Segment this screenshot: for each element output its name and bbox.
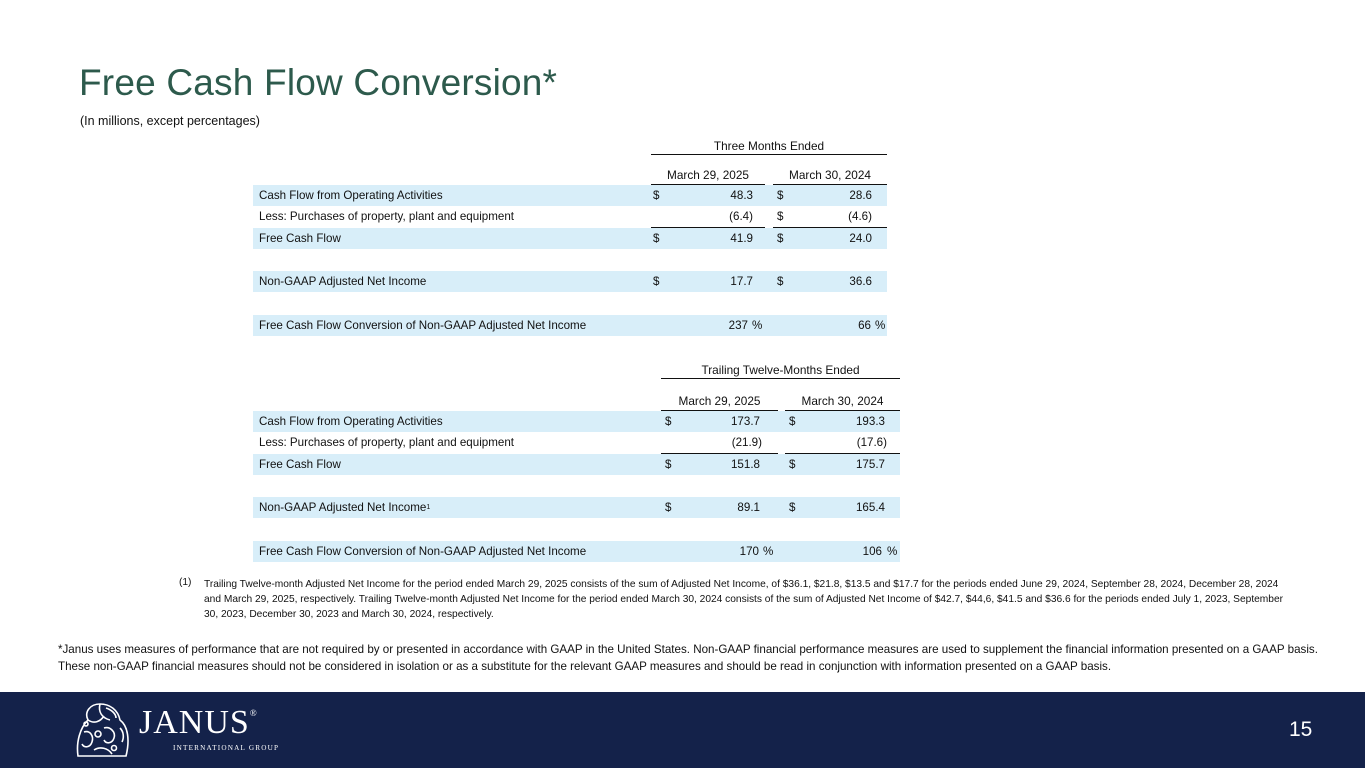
row-value-2: 165.4 (855, 501, 885, 514)
row-value-2: 28.6 (849, 189, 872, 202)
footnote-text: Trailing Twelve-month Adjusted Net Income for the period ended March 29, 2025 consists of the sum of Adjusted Net Income, of $36.1, $21.8, $13.5 and $17.7 for the periods ended June 29, 2024, September 28, 2024, December 28, 2024 and March 29, 2025, respectively. Trailing Twelve-month Adjusted Net Income for the period ended March 30, 2024 consists of the sum of Adjusted Net Income of $42.7, $44,6, $41.5 and $36.6 for the periods ended July 1, 2023, September 30, 2023, December 30, 2023 and March 30, 2024, respectively. (204, 579, 1284, 620)
row-label: Cash Flow from Operating Activities (259, 415, 443, 428)
row-value-2: 24.0 (849, 232, 872, 245)
table2-col1-header: March 29, 2025 (678, 394, 761, 408)
row-value-1: 237 (728, 319, 748, 332)
logo-subtitle: INTERNATIONAL GROUP (173, 744, 280, 752)
row-currency-2: $ (789, 415, 796, 428)
row-value-2: (4.6) (848, 210, 872, 223)
table-row (253, 497, 900, 518)
table2-col2-header: March 30, 2024 (801, 394, 884, 408)
row-currency-2: $ (777, 275, 784, 288)
row-currency-1: $ (653, 232, 660, 245)
table1-col2-header: March 30, 2024 (789, 168, 871, 182)
row-percent-2: % (875, 319, 886, 332)
row-value-2: 66 (858, 319, 871, 332)
row-label: Less: Purchases of property, plant and equipment (259, 210, 514, 223)
logo-wordmark (139, 704, 258, 742)
row-value-2: 36.6 (849, 275, 872, 288)
row-currency-2: $ (789, 501, 796, 514)
row-currency-2: $ (777, 189, 784, 202)
row-label: Free Cash Flow Conversion of Non-GAAP Adjusted Net Income (259, 545, 587, 558)
row-value-1: 151.8 (730, 458, 760, 471)
page-number: 15 (1289, 718, 1313, 741)
table1-group-rule (651, 154, 887, 155)
row-label: Cash Flow from Operating Activities (259, 189, 443, 202)
row-currency-2: $ (777, 232, 784, 245)
table-row (253, 206, 887, 227)
row-currency-1: $ (653, 189, 660, 202)
table-row (253, 228, 887, 249)
table-row (253, 432, 900, 453)
row-value-2: (17.6) (856, 436, 887, 449)
row-currency-1: $ (665, 458, 672, 471)
row-currency-2: $ (789, 458, 796, 471)
row-value-1: 173.7 (730, 415, 760, 428)
janus-crest-logo-icon (70, 698, 134, 762)
row-currency-1: $ (665, 501, 672, 514)
footnote-reference: 1 (426, 504, 431, 511)
row-label: Free Cash Flow (259, 458, 341, 471)
logo-name-text: JANUS (139, 704, 250, 741)
table-row (253, 411, 900, 432)
units-subtitle: (In millions, except percentages) (80, 114, 260, 128)
row-percent-2: % (887, 545, 898, 558)
row-value-1: (6.4) (729, 210, 753, 223)
table1-group-header: Three Months Ended (713, 139, 825, 153)
row-currency-2: $ (777, 210, 784, 223)
row-label (259, 497, 430, 518)
row-percent-1: % (752, 319, 763, 332)
non-gaap-disclaimer: *Janus uses measures of performance that are not required by or presented in accordance with GAAP in the United States. Non-GAAP financial performance measures are used to supplement the financial information presented on a GAAP basis. These non-GAAP financial measures should not be considered in isolation or as a substitute for the relevant GAAP measures and should be read in conjunction with information presented on a GAAP basis. (58, 643, 1318, 673)
table1-col1-header: March 29, 2025 (667, 168, 749, 182)
registered-mark: ® (249, 708, 258, 718)
table2-group-rule (661, 378, 900, 379)
table-row (253, 315, 887, 336)
row-value-1: 41.9 (730, 232, 753, 245)
row-label: Free Cash Flow Conversion of Non-GAAP Adjusted Net Income (259, 319, 587, 332)
row-value-1: 170 (739, 545, 759, 558)
table-row (253, 271, 887, 292)
row-currency-1: $ (653, 275, 660, 288)
row-value-1: (21.9) (731, 436, 762, 449)
page-title: Free Cash Flow Conversion* (79, 62, 558, 103)
row-label-text: Non-GAAP Adjusted Net Income (259, 501, 427, 514)
row-value-2: 106 (862, 545, 882, 558)
row-value-1: 17.7 (730, 275, 753, 288)
row-label: Free Cash Flow (259, 232, 341, 245)
row-value-1: 89.1 (737, 501, 760, 514)
row-percent-1: % (763, 545, 774, 558)
table-row (253, 185, 887, 206)
row-value-2: 193.3 (855, 415, 885, 428)
row-currency-1: $ (665, 415, 672, 428)
table-row (253, 454, 900, 475)
row-label: Non-GAAP Adjusted Net Income (259, 275, 427, 288)
table-row (253, 541, 900, 562)
footnote-number: (1) (179, 577, 192, 588)
row-value-1: 48.3 (730, 189, 753, 202)
table2-group-header: Trailing Twelve-Months Ended (701, 363, 860, 377)
row-label: Less: Purchases of property, plant and equipment (259, 436, 514, 449)
row-value-2: 175.7 (855, 458, 885, 471)
